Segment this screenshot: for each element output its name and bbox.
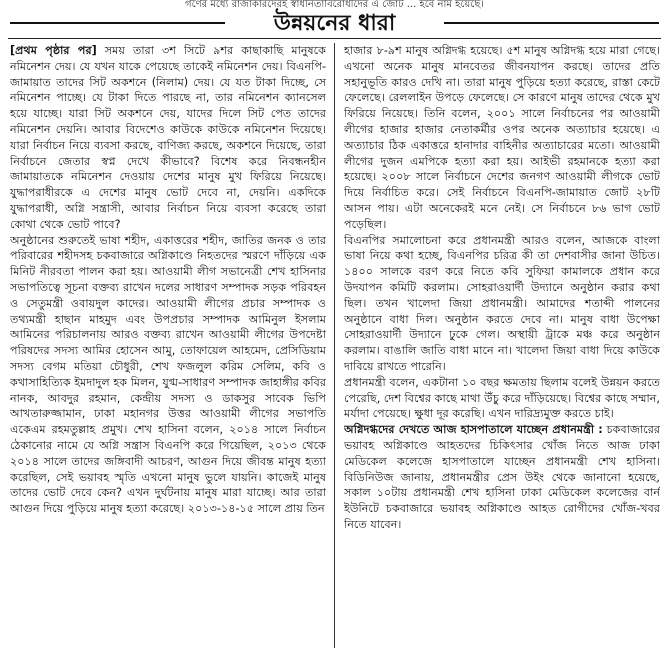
headline-rule-left [10, 22, 225, 24]
article-paragraph: বিএনপির সমালোচনা করে প্রধানমন্ত্রী আরও বলেন, আজকে বাংলা ভাষা নিয়ে কথা হচ্ছে, বিএনপির চরিত্র কী তা দেশবাসীর জানা উচিত। ১৪০০ সালকে বরণ করে নিতে কবি সুফিয়া কামালকে প্রধান করে উদযাপন কমিটি করলাম। সোহরাওয়ার্দী উদ্যানে অনুষ্ঠান করার কথা ছিল। তখন খালেদা জিয়া প্রধানমন্ত্রী। আমাদের শতাব্দী পালনের অনুষ্ঠানে বাধা দিল। অনুষ্ঠান করতে দেবে না। মানুষ বাধা উপেক্ষা সোহরাওয়ার্দী উদ্যানে ঢুকে গেল। অস্থায়ী ট্রাকে মঞ্চ করে অনুষ্ঠান করলাম। বাঙালি জাতি বাধা মানে না। খালেদা জিয়া বাধা দিয়ে কাউকে দাবিয়ে রাখতে পারেনি। [344, 233, 660, 373]
article-paragraph: হাজার ৮-৯শ মানুষ অগ্নিদগ্ধ হয়েছে। ৫শ মানুষ অগ্নিদগ্ধ হয়ে মারা গেছে। এখনো অনেক মানুষ মানবেতর জীবনযাপন করছে। তাদের প্রতি সহানুভূতি কারও দেখি না। তারা মানুষ পুড়িয়ে হত্যা করেছে, রাস্তা কেটে ফেলেছে। রেললাইন উপড়ে ফেলেছে। সে কারণে মানুষ তাদের থেকে মুখ ফিরিয়ে নিয়েছে। তিনি বলেন, ২০০১ সালে নির্বাচনের পর আওয়ামী লীগের হাজার হাজার নেতাকর্মীর ওপর অনেক অত্যাচার হয়েছে। এ অত্যাচার ঠিক একাত্তরে হানাদার বাহিনীর অত্যাচারের মতো। আওয়ামী লীগের দুজন এমপিকে হত্যা করা হয়। আইভী রহমানকে হত্যা করা হয়েছে। ২০০৮ সালে নির্বাচনে দেশের জনগণ আওয়ামী লীগকে ভোট দিয়ে নির্বাচিত করে। সেই নির্বাচনে বিএনপি-জামায়াত জোট ২৮টি আসন পায়। এটা অনেকেরই মনে নেই। সে নির্বাচনে ৮৬ ভাগ ভোট পড়েছিল। [344, 44, 660, 231]
paragraph-text: সময় তারা ৩শ সিটে ৯শর কাছাকাছি মানুষকে নমিনেশন দেয়। যে যখন যাকে পেয়েছে তাকেই নমিনেশন দেয়। বিএনপি-জামায়াত তাদের সিট অকশনে (নিলাম) দেয়। যে যত টাকা দিচ্ছে, সে নমিনেশন পাচ্ছে। যে টাকা দিতে পারছে না, তার নমিনেশন ক্যানসেল হয়ে যাচ্ছে। যারা সিট অকশনে দেয়, যাদের দিলে সিট পেত তাদের নমিনেশন দেয়নি। আবার বিদেশেও কাউকে কাউকে নমিনেশন দিয়েছে। যারা নির্বাচন নিয়ে ব্যবসা করছে, বাণিজ্য করছে, অকশনে দিয়েছে, তারা নির্বাচনে জেতার স্বপ্ন দেখে কীভাবে? বিশেষ করে নিবন্ধনহীন জামায়াতকে নমিনেশন দেওয়ায় দেশের মানুষ মুখ ফিরিয়ে নিয়েছে। যুদ্ধাপরাধীরকে এ দেশের মানুষ ভোট দেবে না, দেয়নি। একদিকে যুদ্ধাপরাধী, অগ্নি সন্ত্রাসী, আবার নির্বাচন নিয়ে ব্যবসা করেছে তারা কোথা থেকে ভোট পাবে? [10, 44, 326, 231]
article-column-left [10, 43, 326, 648]
article-column-right [344, 43, 660, 648]
article-paragraph [10, 43, 326, 233]
continued-label: [প্রথম পৃষ্ঠার পর] [10, 44, 97, 57]
headline-divider [8, 38, 661, 39]
article-paragraph: প্রধানমন্ত্রী বলেন, একটানা ১০ বছর ক্ষমতায় ছিলাম বলেই উন্নয়ন করতে পেরেছি, দেশ বিশ্বের কাছে মাথা উঁচু করে দাঁড়িয়েছে। বিশ্বের কাছে সম্মান, মর্যাদা পেয়েছে। ক্ষুধা দূর করেছি। এখন দারিদ্র্যমুক্ত করতে চাই। [344, 375, 660, 421]
subheading: অগ্নিদগ্ধদের দেখতে আজ হাসপাতালে যাচ্ছেন প্রধানমন্ত্রী : [344, 423, 603, 437]
paragraph-text: চকবাজারের ভয়াবহ অগ্নিকাণ্ডে আহতদের চিকিৎসার খোঁজ নিতে আজ ঢাকা মেডিকেল কলেজে হাসপাতালে যাচ্ছেন প্রধানমন্ত্রী শেখ হাসিনা। বিডিনিউজ জানায়, প্রধানমন্ত্রীর প্রেস উইং থেকে জানানো হয়েছে, সকাল ১০টায় প্রধানমন্ত্রী শেখ হাসিনা ঢাকা মেডিকেল কলেজের বার্ন ইউনিটে চকবাজারে ভয়াবহ অগ্নিকাণ্ডে আহত রোগীদের খোঁজ-খবর নিতে যাবেন। [344, 423, 660, 531]
previous-article-fragment: গণের মধ্যে রাজাকারদেরই স্বাধীনতাবিরোধীদের এ জোট ... হবে নাম হয়েছে। [185, 0, 484, 9]
column-divider [334, 43, 335, 648]
headline-bar [0, 8, 669, 38]
headline-rule-right [444, 22, 659, 24]
article-paragraph: অনুষ্ঠানের শুরুতেই ভাষা শহীদ, একাত্তরের শহীদ, জাতির জনক ও তার পরিবারের শহীদসহ চকবাজারে অগ্নিকাণ্ডে নিহতদের স্মরণে দাঁড়িয়ে এক মিনিট নীরবতা পালন করা হয়। আওয়ামী লীগ সভানেত্রী শেখ হাসিনার সভাপতিত্বে সূচনা বক্তব্য রাখেন দলের সাধারণ সম্পাদক সড়ক পরিবহন ও সেতুমন্ত্রী ওবায়দুল কাদের। আওয়ামী লীগের প্রচার সম্পাদক ও তথ্যমন্ত্রী হাছান মাহমুদ এবং উপপ্রচার সম্পাদক আমিনুল ইসলাম আমিনের পরিচালনায় আরও বক্তব্য রাখেন আওয়ামী লীগের উপদেষ্টা পরিষদের সদস্য আমির হোসেন আমু, তোফায়েল আহমেদ, প্রেসিডিয়াম সদস্য বেগম মতিয়া চৌধুরী, শেখ ফজলুল করিম সেলিম, কবি ও কথাসাহিত্যিক ইমদাদুল হক মিলন, যুগ্ম-সাধারণ সম্পাদক জাহাঙ্গীর কবির নানক, আবদুর রহমান, কেন্দ্রীয় সদস্য ও ডাকসুর সাবেক ভিপি আখতারুজ্জামান, ঢাকা মহানগর উত্তর আওয়ামী লীগের সভাপতি একেএম রহমতুল্লাহ প্রমুখ। শেখ হাসিনা বলেন, ২০১৪ সালে নির্বাচন ঠেকানোর নামে যে অগ্নি সন্ত্রাস বিএনপি করে গিয়েছিল, ২০১৩ থেকে ২০১৪ সালে তাদের জঙ্গিবাদী আচরণ, আগুন দিয়ে জীবন্ত মানুষ হত্যা করেছিল, সেই ভয়াবহ স্মৃতি এখনো মানুষ ভুলে যায়নি। কাজেই মানুষ তাদের ভোট দেবে কেন? এখন দুর্ঘটনায় মানুষ মারা যাচ্ছে। আর তারা আগুন দিয়ে পুড়িয়ে মানুষ হত্যা করেছে। ২০১৩-১৪-১৫ সালে প্রায় তিন [10, 233, 326, 516]
article-headline: উন্নয়নের ধারা [273, 10, 396, 36]
article-paragraph [344, 422, 660, 533]
